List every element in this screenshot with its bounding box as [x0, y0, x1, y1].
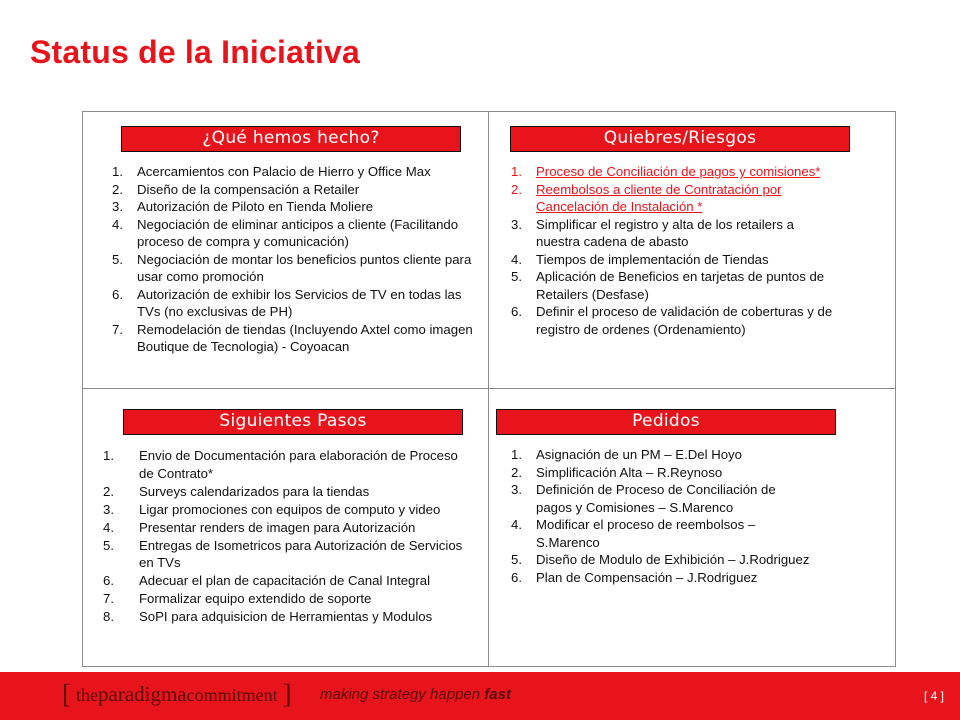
list-item-number: 1. [511, 164, 522, 179]
list-hecho [112, 163, 482, 356]
brand-word-paradigma: paradigma [98, 682, 187, 706]
list-item-number: 6. [511, 304, 522, 319]
page-title: Status de la Iniciativa [30, 34, 361, 70]
list-item-text: Simplificación Alta – R.Reynoso [536, 464, 723, 480]
list-item [103, 537, 475, 572]
list-item-text: Proceso de Conciliación de pagos y comisiones* [536, 164, 821, 179]
list-item-number: 1. [511, 447, 522, 462]
list-item [511, 446, 811, 464]
list-item [511, 481, 811, 516]
brand-word-commitment: commitment [186, 685, 278, 705]
list-item-number: 5. [511, 552, 522, 567]
page-number: [ 4 ] [923, 689, 944, 703]
list-item-text: Entregas de Isometricos para Autorización de Servicios en TVs [139, 537, 463, 570]
list-item-text: Aplicación de Beneficios en tarjetas de puntos de Retailers (Desfase) [536, 269, 825, 302]
list-item-number: 5. [103, 537, 114, 553]
list-item [112, 198, 482, 216]
list-item-number: 3. [103, 501, 114, 517]
footer-bar [0, 672, 960, 720]
list-item [103, 519, 475, 537]
list-item-text: Definir el proceso de validación de coberturas y de registro de ordenes (Ordenamiento) [536, 304, 833, 337]
list-item-number: 7. [112, 321, 123, 337]
list-item-text: Modificar el proceso de reembolsos – S.Marenco [536, 517, 756, 550]
list-item-number: 6. [112, 286, 123, 302]
list-item-number: 1. [103, 448, 114, 463]
list-item [511, 216, 841, 251]
list-item [112, 251, 482, 286]
list-item-number: 4. [112, 216, 123, 232]
list-item [103, 501, 475, 519]
list-item [112, 163, 482, 181]
list-item-number: 6. [511, 569, 522, 585]
grid-horizontal-divider [82, 388, 896, 389]
tagline-main: making strategy happen [320, 686, 481, 703]
list-item-number: 3. [112, 199, 123, 214]
brand-bracket-open: [ [62, 679, 71, 709]
list-item-number: 2. [511, 181, 522, 197]
tagline [320, 686, 511, 703]
list-item-number: 3. [511, 216, 522, 232]
list-item-text: Ligar promociones con equipos de computo y video [139, 501, 441, 517]
list-item-number: 3. [511, 482, 522, 497]
list-item [103, 572, 475, 590]
list-item [103, 608, 475, 626]
list-item-number: 5. [112, 251, 123, 267]
list-item [511, 163, 841, 181]
list-item-text: Adecuar el plan de capacitación de Canal Integral [139, 573, 431, 588]
list-item-text: SoPI para adquisicion de Herramientas y Modulos [139, 609, 433, 624]
list-item-text: Autorización de exhibir los Servicios de TV en todas las TVs (no exclusivas de PH) [137, 286, 462, 319]
list-item-text: Presentar renders de imagen para Autorización [139, 519, 416, 535]
list-item-text: Tiempos de implementación de Tiendas [536, 251, 769, 267]
list-item-number: 4. [103, 519, 114, 535]
list-item-number: 7. [103, 591, 114, 606]
list-siguientes [103, 447, 475, 626]
list-item-text: Negociación de eliminar anticipos a cliente (Facilitando proceso de compra y comunicación) [137, 216, 459, 249]
list-item [511, 303, 841, 338]
list-item-text: Definición de Proceso de Conciliación de pagos y Comisiones – S.Marenco [536, 482, 776, 515]
list-item-text: Negociación de montar los beneficios puntos cliente para usar como promoción [137, 251, 472, 284]
list-item-text: Autorización de Piloto en Tienda Moliere [137, 199, 374, 214]
list-item-text: Simplificar el registro y alta de los retailers a nuestra cadena de abasto [536, 216, 794, 249]
brand-bracket-close: ] [282, 679, 292, 709]
tagline-fast: fast [484, 686, 511, 703]
list-item-number: 2. [511, 464, 522, 480]
brand-logo [62, 679, 292, 710]
list-item [112, 321, 482, 356]
grid-vertical-divider [488, 111, 489, 667]
quadrant-header-quiebres: Quiebres/Riesgos [510, 126, 850, 152]
list-item-text: Surveys calendarizados para la tiendas [139, 483, 370, 499]
list-item [112, 286, 482, 321]
quadrant-header-hecho: ¿Qué hemos hecho? [121, 126, 461, 152]
brand-word-the: the [76, 685, 98, 705]
list-item-text: Reembolsos a cliente de Contratación por Cancelación de Instalación * [536, 181, 782, 214]
list-item-number: 8. [103, 609, 114, 624]
quadrant-header-siguientes: Siguientes Pasos [123, 409, 463, 435]
list-item-number: 4. [511, 517, 522, 532]
list-item-text: Acercamientos con Palacio de Hierro y Office Max [137, 164, 431, 179]
list-item [511, 516, 811, 551]
list-item-text: Diseño de la compensación a Retailer [137, 181, 360, 197]
list-item-number: 2. [112, 181, 123, 197]
list-item-number: 5. [511, 269, 522, 284]
list-item [511, 268, 841, 303]
list-item-text: Formalizar equipo extendido de soporte [139, 591, 372, 606]
list-pedidos [511, 446, 811, 586]
list-item [103, 590, 475, 608]
quadrant-header-pedidos: Pedidos [496, 409, 836, 435]
list-item-number: 2. [103, 483, 114, 499]
list-item-text: Asignación de un PM – E.Del Hoyo [536, 447, 742, 462]
list-item-number: 6. [103, 573, 114, 588]
list-item [511, 464, 811, 482]
list-item [511, 569, 811, 587]
list-item [112, 181, 482, 199]
list-item [103, 447, 475, 482]
list-item-text: Plan de Compensación – J.Rodriguez [536, 569, 758, 585]
list-item-text: Diseño de Modulo de Exhibición – J.Rodriguez [536, 552, 810, 567]
list-item [112, 216, 482, 251]
list-item [511, 251, 841, 269]
list-item-number: 4. [511, 251, 522, 267]
list-item [511, 181, 841, 216]
list-item-text: Remodelación de tiendas (Incluyendo Axtel como imagen Boutique de Tecnologia) - Coyoacan [137, 321, 473, 354]
list-quiebres [511, 163, 841, 338]
list-item [103, 483, 475, 501]
list-item-text: Envio de Documentación para elaboración de Proceso de Contrato* [139, 448, 458, 481]
list-item-number: 1. [112, 164, 123, 179]
list-item [511, 551, 811, 569]
